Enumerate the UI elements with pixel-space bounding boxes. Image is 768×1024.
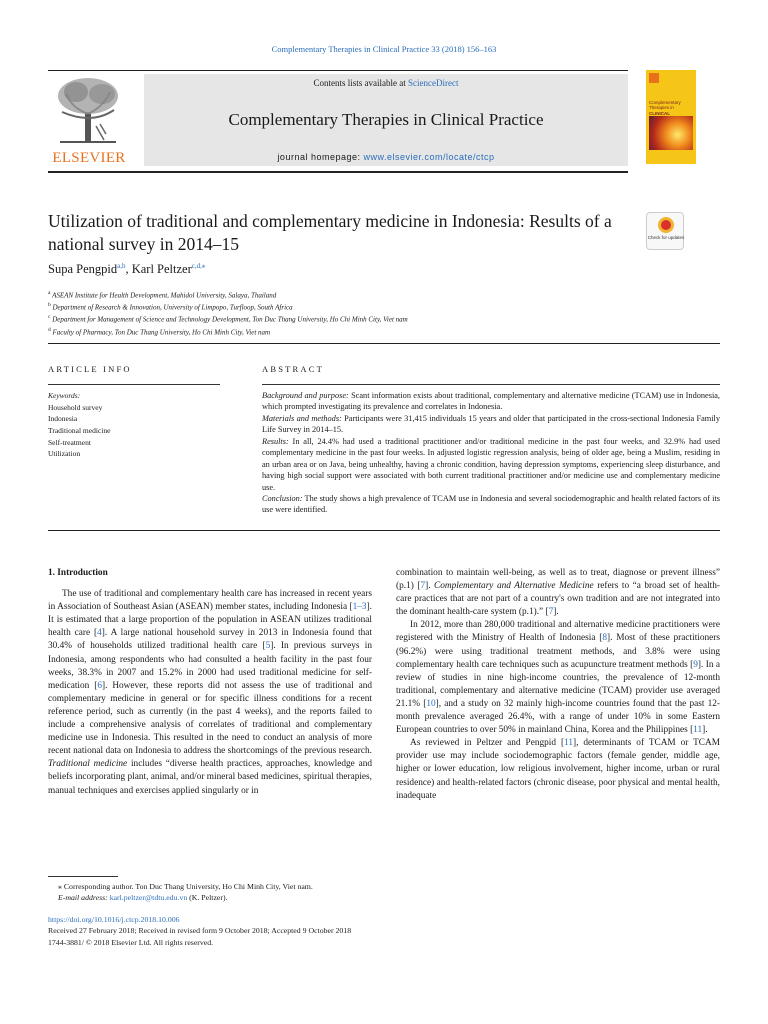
body-text: refers to “a broad set of health-care practices that are not part of a country's own tradition and are not integrated into the dominant health-care system (p.1).” [	[396, 581, 721, 618]
body-paragraph	[396, 619, 720, 737]
citation-link[interactable]: 8	[602, 633, 608, 644]
abstract-label: Background and purpose:	[262, 391, 349, 400]
affiliation-marker: b	[48, 302, 51, 309]
body-column-left	[48, 567, 372, 798]
body-text: ]. It is estimated that a large proportion of the population in ASEAN utilizes traditional health care [	[48, 602, 372, 639]
affiliation-marker: a	[48, 290, 51, 296]
article-title: Utilization of traditional and complementary medicine in Indonesia: Results of a national survey in 2014–15	[48, 211, 612, 255]
keywords-label: Keywords:	[48, 391, 81, 400]
abstract-methods	[262, 413, 720, 436]
journal-banner	[144, 74, 628, 166]
abstract-text: In all, 24.4% had used a traditional practitioner and/or traditional medicine in the past four weeks, and 32.9% had used complementary medicine in the past four weeks. In adjusted logistic regression analysis, being of older age, being a Muslim, residing in an urban area or on Java, being unhealthy, having a chronic condition, having depression symptoms, experiencing sleep disturbance, and having high social support were associated with both current traditional practitioner and/or medicine use and complementary medicine use.	[262, 436, 720, 492]
abstract-body	[262, 390, 720, 516]
corresponding-author-note: ⁎ Corresponding author. Ton Duc Thang University, Ho Chi Minh City, Viet nam.	[58, 882, 313, 891]
citation-link[interactable]: 11	[564, 738, 573, 749]
section-divider	[48, 343, 720, 344]
abstract-text: The study shows a high prevalence of TCAM use in Indonesia and several sociodemographic and health related factors of its use were identified.	[262, 493, 720, 515]
body-text: ], determinants of TCAM or TCAM provider use may include sociodemographic factors (female gender, middle age, higher or lower education, low religious involvement, higher income, urban or rural residence) and health-related factors (chronic disease, poor physical and mental health, inadequate	[396, 738, 720, 801]
citation-link[interactable]: 5	[265, 641, 271, 652]
contents-prefix: Contents lists available at	[313, 78, 408, 88]
homepage-prefix: journal homepage:	[277, 152, 364, 162]
abstract-label: Conclusion:	[262, 493, 303, 503]
affiliation-text: Faculty of Pharmacy, Ton Duc Thang University, Ho Chi Minh City, Viet nam	[52, 327, 271, 336]
abstract-text: Scant information exists about traditional, complementary and alternative medicine (TCAM) use in Indonesia, which prompted investigating its prevalence and correlates in Indonesia.	[262, 391, 721, 412]
crossmark-icon	[658, 217, 674, 233]
keyword-item: Traditional medicine	[48, 425, 111, 435]
citation-link[interactable]: 7	[548, 607, 554, 618]
citation-link[interactable]: 7	[420, 581, 426, 592]
publication-info	[48, 914, 720, 948]
affiliation-item	[48, 326, 688, 338]
check-for-updates-badge[interactable]	[646, 212, 684, 250]
body-text: includes “diverse health practices, approaches, knowledge and beliefs incorporating plant, animal, and/or mineral based medicines, spiritual therapies, manual techniques and exercises applied singularly or in	[48, 759, 372, 796]
keyword-item: Household survey	[48, 402, 103, 412]
sciencedirect-link[interactable]: ScienceDirect	[408, 78, 459, 88]
body-paragraph	[48, 588, 372, 798]
abstract-text: Participants were 31,415 individuals 15 years and older that participated in the cross-sectional Indonesia Family Life Survey in 2014–15.	[262, 413, 720, 435]
author-separator: ,	[125, 262, 132, 277]
publisher-name: ELSEVIER	[52, 150, 126, 166]
citation-link[interactable]: 6	[97, 680, 102, 691]
cover-artwork	[649, 116, 693, 150]
body-text: ]. However, these reports did not assess the use of traditional and complementary medicine in general or for specific illness conditions for a recent reference period, such as currently (in the past 4 weeks), and the reports failed to include a comprehensive analysis of correlates of traditional and complementary medicine use in Indonesia. This resulted in the need to conduct an analysis of more recent national data on Indonesia to address the shortcomings of the previous research.	[48, 680, 373, 757]
body-paragraph	[396, 737, 720, 802]
affiliation-text: Department of Research & Innovation, University of Limpopo, Turfloop, South Africa	[52, 303, 293, 312]
contents-line	[144, 78, 628, 88]
citation-link[interactable]: 4	[97, 628, 102, 639]
cover-publisher-mark	[649, 73, 659, 83]
journal-reference[interactable]: Complementary Therapies in Clinical Practice 33 (2018) 156–163	[271, 44, 497, 54]
citation-link[interactable]: 10	[426, 698, 436, 709]
affiliation-item	[48, 313, 688, 325]
body-text: ], and a study on 32 mainly high-income countries found that the past 12-month prevalence averaged 26.4%, with a range of under 10% in some Eastern European countries to over 50% in mainland China, Korea and the Philippines [	[396, 698, 721, 736]
doi-link[interactable]: https://doi.org/10.1016/j.ctcp.2018.10.006	[48, 915, 180, 924]
email-label: E-mail address:	[58, 893, 110, 903]
article-info-rule	[48, 384, 220, 385]
abstract-label: Materials and methods:	[262, 413, 342, 423]
body-text: The use of traditional and complementary health care has increased in recent years in Association of Southeast Asian (ASEAN) member states, including Indonesia [	[48, 589, 372, 613]
body-text: ].	[702, 725, 708, 736]
elsevier-logo	[48, 74, 130, 168]
copyright-line: 1744-3881/ © 2018 Elsevier Ltd. All rights reserved.	[48, 937, 214, 947]
footnote-rule	[48, 876, 118, 877]
header-bottom-rule	[48, 171, 628, 173]
keyword-item: Self-treatment	[48, 437, 91, 447]
journal-title: Complementary Therapies in Clinical Practice	[228, 110, 544, 129]
email-suffix: (K. Peltzer).	[187, 893, 228, 903]
footnotes	[48, 881, 720, 904]
section-heading: 1. Introduction	[48, 568, 108, 578]
affiliation-item	[48, 289, 688, 301]
abstract-results	[262, 436, 720, 493]
author-name: Supa Pengpid	[48, 262, 118, 277]
body-text: As reviewed in Peltzer and Pengpid [	[410, 738, 565, 749]
abstract-background	[262, 390, 720, 413]
body-text: ].	[553, 607, 559, 618]
journal-header	[48, 70, 720, 172]
article-info-heading: ARTICLE INFO	[48, 364, 132, 374]
history-dates: Received 27 February 2018; Received in revised form 9 October 2018; Accepted 9 October 2018	[48, 926, 352, 936]
body-text: ]. A large national household survey in 2013 in Indonesia found that 30.4% of households utilized traditional health care [	[48, 628, 373, 652]
author-name: Karl Peltzer	[131, 262, 192, 277]
body-text: combination to maintain well-being, as well as to treat, diagnose or prevent illness” (p.1) [	[396, 568, 720, 592]
affiliations	[48, 289, 688, 338]
affiliation-text: ASEAN Institute for Health Development, Mahidol University, Salaya, Thailand	[52, 291, 277, 300]
body-text: ]. In previous surveys in Indonesia, among respondents who had consulted a health facility in the past four weeks, 38.3% in 2007 and 15.2% in 2000 had used traditional medicine for self-medication [	[48, 641, 372, 691]
cover-title-main: CLINICAL	[649, 110, 670, 116]
body-column-right	[396, 567, 720, 803]
abstract-bottom-rule	[48, 530, 720, 531]
email-note	[48, 892, 720, 903]
keyword-item: Utilization	[48, 449, 81, 459]
body-emphasis: Traditional medicine	[48, 759, 128, 770]
citation-link[interactable]: 1–3	[352, 602, 367, 613]
author-list	[48, 262, 205, 277]
abstract-label: Results:	[262, 436, 289, 446]
journal-cover-thumbnail[interactable]	[646, 70, 696, 164]
body-text: ]. In a review of studies in nine high-income countries, the prevalence of 12-month traditional, complementary and alternative medicine (TCAM) provider use averaged 21.1% [	[396, 659, 720, 709]
citation-link[interactable]: 9	[693, 659, 698, 670]
body-text: In 2012, more than 280,000 traditional and alternative medicine practitioners were registered with the Ministry of Health of Indonesia [	[396, 620, 720, 644]
homepage-link[interactable]: www.elsevier.com/locate/ctcp	[363, 152, 495, 162]
header-top-rule	[48, 70, 628, 71]
author-affiliation-markers[interactable]: a,b	[117, 262, 126, 270]
cover-title-top: Complementary Therapies in	[649, 100, 681, 111]
body-paragraph	[396, 567, 720, 619]
abstract-rule	[262, 384, 720, 385]
body-emphasis: Complementary and Alternative Medicine	[434, 581, 594, 592]
affiliation-marker: c	[48, 314, 51, 321]
affiliation-text: Department for Management of Science and Technology Development, Ton Duc Thang University, Ho Chi Minh City, Viet nam	[52, 315, 408, 324]
homepage-line	[144, 152, 628, 162]
citation-link[interactable]: 11	[693, 725, 703, 736]
email-link[interactable]: karl.peltzer@tdtu.edu.vn	[109, 893, 188, 903]
affiliation-marker: d	[48, 326, 51, 333]
keywords-block	[48, 390, 110, 460]
abstract-heading: ABSTRACT	[262, 364, 324, 374]
body-text: ]. Most of these practitioners (96.2%) were using traditional treatment methods, and 3.8% were using complementary health care techniques such as acupuncture treatment methods [	[396, 633, 720, 670]
body-text: ].	[425, 581, 435, 592]
elsevier-tree-icon	[52, 74, 124, 146]
crossmark-label: Check for updates	[647, 235, 685, 240]
keyword-item: Indonesia	[48, 414, 78, 424]
affiliation-item	[48, 301, 688, 313]
abstract-conclusion	[262, 493, 720, 516]
author-affiliation-markers[interactable]: c,d,⁎	[191, 262, 206, 270]
